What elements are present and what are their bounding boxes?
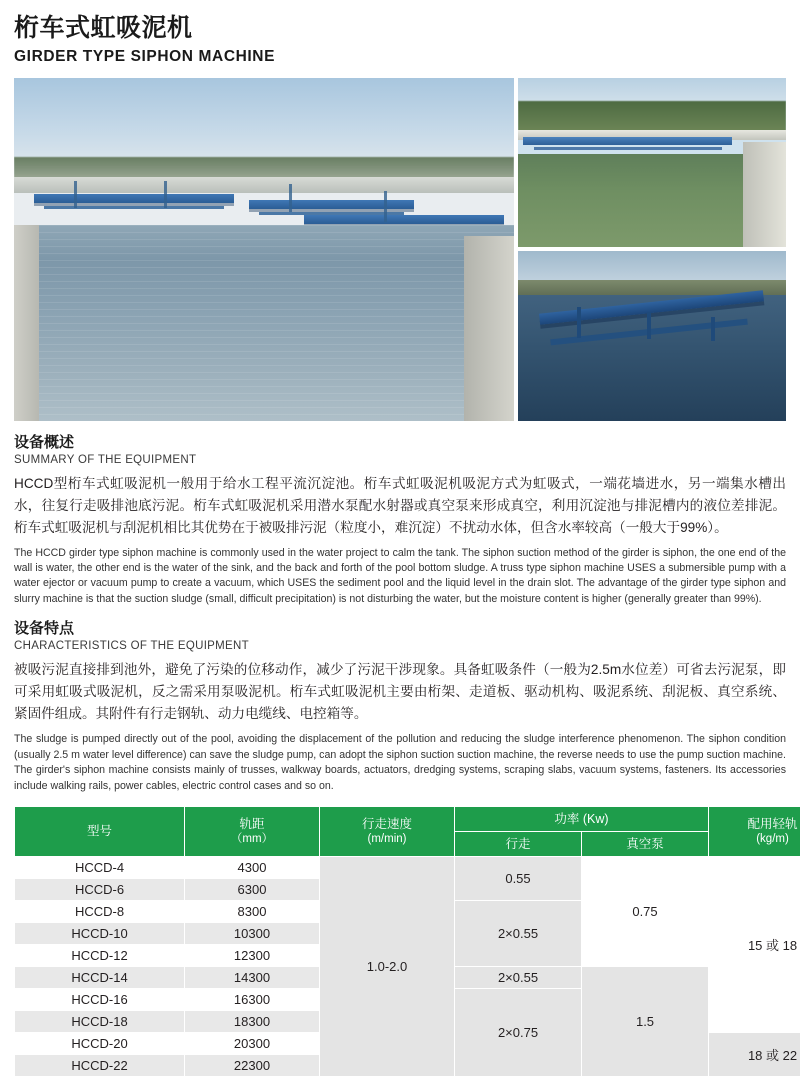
cell-model: HCCD-14 [15, 966, 185, 988]
cell-model: HCCD-12 [15, 944, 185, 966]
table-header [15, 806, 800, 856]
bridge-span-3 [304, 215, 504, 224]
col-header-rail [709, 806, 800, 856]
cell-power-travel: 2×0.55 [455, 966, 582, 988]
summary-heading-en: SUMMARY OF THE EQUIPMENT [14, 453, 197, 466]
truss-leg-2 [647, 312, 651, 339]
characteristics-heading-cn: 设备特点 [14, 620, 75, 638]
col-header-power-vacuum: 真空泵 [582, 831, 709, 856]
cell-rail: 15 或 18 [709, 856, 800, 1032]
support-post-3 [289, 184, 292, 211]
concrete-wall [743, 142, 786, 247]
col-header-speed-unit: (m/min) [367, 833, 407, 846]
cell-gauge: 10300 [185, 922, 320, 944]
cell-model: HCCD-18 [15, 1010, 185, 1032]
specification-table-wrapper [14, 806, 798, 1077]
cell-gauge: 4300 [185, 856, 320, 878]
support-post-4 [384, 191, 387, 222]
characteristics-heading-en: CHARACTERISTICS OF THE EQUIPMENT [14, 640, 249, 653]
cell-speed: 1.0-2.0 [320, 856, 455, 1076]
truss-leg-1 [577, 307, 581, 338]
summary-body-en: The HCCD girder type siphon machine is commonly used in the water project to calm the tank. The siphon suction method of the girder is siphon, the one end of the wall is water, the other end is the water of the sink, and the back and forth of the pool bottom sludge. A truss type siphon machine USES a submersible pump with a water ejector or vacuum pump to create a vacuum, which USES the sediment pool and the liquid level in the drain slot. The advantage of the girder type siphon and slurry machine is that the suction sludge (small, difficult precipitation) is not disturbing the water, but the moisture content is higher (generally greater than 99%). [14, 546, 786, 605]
support-post-1 [74, 181, 77, 208]
truss-machine-over-water-photo [518, 251, 786, 421]
col-header-gauge-unit: （mm） [230, 833, 274, 846]
treeline-region [518, 101, 786, 132]
page-title-en: GIRDER TYPE SIPHON MACHINE [14, 47, 276, 65]
table-row [15, 856, 800, 878]
cell-model: HCCD-6 [15, 878, 185, 900]
blue-bridge-lower-chord [534, 147, 722, 150]
summary-heading-cn: 设备概述 [14, 433, 75, 451]
col-header-rail-unit: (kg/m) [756, 833, 789, 846]
bridge-span-1 [34, 194, 234, 203]
cell-model: HCCD-10 [15, 922, 185, 944]
summary-section [14, 434, 786, 608]
bridge-span-2 [249, 200, 414, 209]
cell-model: HCCD-4 [15, 856, 185, 878]
wide-settling-basin-photo [14, 78, 514, 421]
cell-gauge: 6300 [185, 878, 320, 900]
cell-gauge: 20300 [185, 1032, 320, 1054]
cell-power-travel: 2×0.55 [455, 900, 582, 966]
cell-power-travel: 2×0.75 [455, 988, 582, 1076]
cell-power-travel: 0.55 [455, 856, 582, 900]
characteristics-body-en: The sludge is pumped directly out of the pool, avoiding the displacement of the pollution and reducing the sludge interference phenomenon. The siphon condition (usually 2.5 m water level difference) can save the sludge pump, can adopt the siphon suction suction machine, the reverse needs to use the pump suction machine. The girder's siphon machine consists mainly of trusses, walkway boards, actuators, dredging systems, scraping slabs, vacuum systems, fasteners. Its accessories include walking rails, power cables, electric control cases and so on. [14, 733, 786, 792]
summary-body-cn: HCCD型桁车式虹吸泥机一般用于给水工程平流沉淀池。桁车式虹吸泥机吸泥方式为虹吸式，一端花墙进水，另一端集水槽出水，往复行走吸排池底污泥。桁车式虹吸泥机采用潜水泵配水射器或真空泵来形成真空，利用沉淀池与排泥槽内的液位差排泥。桁车式虹吸泥机与刮泥机相比其优势在于被吸排污泥（粒度小，难沉淀）不扰动水体，但含水率较高（一般大于99%）。 [14, 475, 786, 535]
blue-bridge [523, 137, 732, 145]
col-header-rail-label: 配用轻轨 [747, 817, 798, 832]
support-post-2 [164, 181, 167, 208]
truss-rail-2 [259, 212, 404, 215]
cell-model: HCCD-8 [15, 900, 185, 922]
cell-model: HCCD-20 [15, 1032, 185, 1054]
cell-model: HCCD-16 [15, 988, 185, 1010]
characteristics-section [14, 620, 786, 794]
cell-power-vacuum: 0.75 [582, 856, 709, 966]
truss-rail-1 [44, 206, 224, 209]
col-header-power-group: 功率 (Kw) [455, 806, 709, 831]
water-surface [14, 225, 514, 421]
page-title-block [14, 14, 786, 66]
cell-gauge: 18300 [185, 1010, 320, 1032]
cell-gauge: 16300 [185, 988, 320, 1010]
specification-table [14, 806, 800, 1077]
basin-edge-left [14, 225, 39, 421]
cell-gauge: 22300 [185, 1054, 320, 1076]
cell-model: HCCD-22 [15, 1054, 185, 1076]
col-header-gauge-label: 轨距 [239, 817, 265, 832]
basin-edge-right [464, 236, 514, 421]
cell-gauge: 12300 [185, 944, 320, 966]
table-header-row-1 [15, 806, 800, 831]
table-body [15, 856, 800, 1076]
cell-power-vacuum: 1.5 [582, 966, 709, 1076]
page-title-cn: 桁车式虹吸泥机 [14, 14, 193, 42]
col-header-speed [320, 806, 455, 856]
col-header-speed-label: 行走速度 [361, 817, 412, 832]
truss-leg-3 [711, 317, 715, 341]
photo-gallery [14, 78, 786, 421]
photo-column-right [518, 78, 786, 421]
cell-rail: 18 或 22 [709, 1032, 800, 1076]
col-header-model: 型号 [15, 806, 185, 856]
far-wall-region [14, 177, 514, 192]
cell-gauge: 8300 [185, 900, 320, 922]
col-header-gauge [185, 806, 320, 856]
col-header-power-travel: 行走 [455, 831, 582, 856]
cell-gauge: 14300 [185, 966, 320, 988]
characteristics-body-cn: 被吸污泥直接排到池外，避免了污染的位移动作，减少了污泥干涉现象。具备虹吸条件（一般为2.5m水位差）可省去污泥泵，即可采用虹吸式吸泥机，反之需采用泵吸泥机。桁车式虹吸泥机主要由桁架、走道板、驱动机构、吸泥系统、刮泥板、真空系统、紧固件组成。其附件有行走钢轨、动力电缆线、电控箱等。 [14, 662, 786, 722]
green-basin-bridge-photo [518, 78, 786, 248]
